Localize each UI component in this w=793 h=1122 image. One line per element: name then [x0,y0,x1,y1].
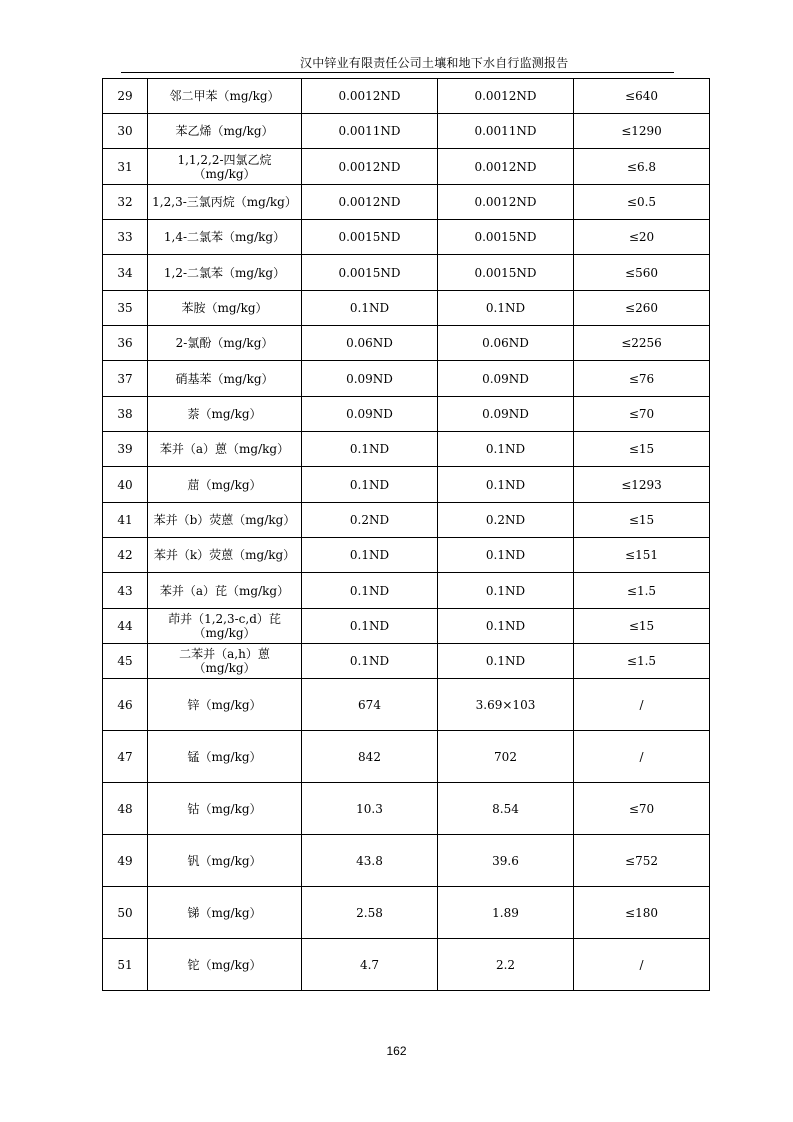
screening-limit: ≤2256 [574,326,710,361]
result-a: 0.1ND [302,573,438,609]
row-number: 47 [103,731,148,783]
analyte-name: 锰（mg/kg） [148,731,302,783]
analyte-name: 苯并（b）荧蒽（mg/kg） [148,503,302,538]
result-b: 0.09ND [438,397,574,432]
table-row [103,255,710,291]
result-a: 0.1ND [302,644,438,679]
analyte-name: 苯乙烯（mg/kg） [148,114,302,149]
result-b: 0.0015ND [438,220,574,255]
result-b: 0.1ND [438,644,574,679]
screening-limit: ≤151 [574,538,710,573]
screening-limit: ≤752 [574,835,710,887]
analyte-name: 钴（mg/kg） [148,783,302,835]
screening-limit: ≤180 [574,887,710,939]
table-row [103,114,710,149]
row-number: 51 [103,939,148,991]
screening-limit: ≤20 [574,220,710,255]
row-number: 39 [103,432,148,467]
result-b: 0.1ND [438,609,574,644]
row-number: 36 [103,326,148,361]
row-number: 37 [103,361,148,397]
analyte-name: 1,4-二氯苯（mg/kg） [148,220,302,255]
table-row [103,679,710,731]
screening-limit: ≤1290 [574,114,710,149]
table-row [103,79,710,114]
result-b: 0.0012ND [438,185,574,220]
analyte-name: 茚并（1,2,3-c,d）芘（mg/kg） [148,609,302,644]
analyte-name: 1,2-二氯苯（mg/kg） [148,255,302,291]
screening-limit: ≤1293 [574,467,710,503]
table-row [103,887,710,939]
analyte-name: 邻二甲苯（mg/kg） [148,79,302,114]
analyte-name: 锑（mg/kg） [148,887,302,939]
result-a: 0.09ND [302,361,438,397]
analyte-name: 钒（mg/kg） [148,835,302,887]
screening-limit: ≤640 [574,79,710,114]
analyte-name: 苯并（a）芘（mg/kg） [148,573,302,609]
table-row [103,503,710,538]
result-b: 0.1ND [438,573,574,609]
row-number: 35 [103,291,148,326]
row-number: 29 [103,79,148,114]
result-a: 0.0015ND [302,255,438,291]
analyte-name: 䓛（mg/kg） [148,467,302,503]
result-a: 842 [302,731,438,783]
analyte-name: 苯胺（mg/kg） [148,291,302,326]
table-row [103,220,710,255]
result-b: 0.0012ND [438,79,574,114]
result-b: 39.6 [438,835,574,887]
result-a: 43.8 [302,835,438,887]
result-a: 0.1ND [302,609,438,644]
result-b: 0.1ND [438,538,574,573]
screening-limit: / [574,939,710,991]
result-b: 0.06ND [438,326,574,361]
table-row [103,644,710,679]
analyte-name: 硝基苯（mg/kg） [148,361,302,397]
result-b: 8.54 [438,783,574,835]
row-number: 41 [103,503,148,538]
monitoring-results-table [102,78,710,991]
screening-limit: ≤76 [574,361,710,397]
result-a: 0.0012ND [302,185,438,220]
analyte-name: 铊（mg/kg） [148,939,302,991]
analyte-name: 苯并（k）荧蒽（mg/kg） [148,538,302,573]
table-row [103,326,710,361]
screening-limit: ≤70 [574,397,710,432]
screening-limit: ≤15 [574,432,710,467]
screening-limit: / [574,679,710,731]
row-number: 49 [103,835,148,887]
result-a: 0.2ND [302,503,438,538]
analyte-name: 苯并（a）蒽（mg/kg） [148,432,302,467]
screening-limit: ≤15 [574,609,710,644]
result-b: 0.0015ND [438,255,574,291]
row-number: 38 [103,397,148,432]
screening-limit: ≤560 [574,255,710,291]
result-a: 0.0012ND [302,149,438,185]
result-b: 0.2ND [438,503,574,538]
result-b: 0.1ND [438,467,574,503]
table-row [103,835,710,887]
row-number: 50 [103,887,148,939]
result-b: 0.09ND [438,361,574,397]
result-b: 0.1ND [438,432,574,467]
result-a: 4.7 [302,939,438,991]
screening-limit: ≤0.5 [574,185,710,220]
analyte-name: 1,2,3-三氯丙烷（mg/kg） [148,185,302,220]
table-row [103,432,710,467]
screening-limit: ≤15 [574,503,710,538]
screening-limit: ≤6.8 [574,149,710,185]
row-number: 48 [103,783,148,835]
table-row [103,291,710,326]
row-number: 32 [103,185,148,220]
result-a: 674 [302,679,438,731]
table-row [103,361,710,397]
header-divider [121,72,674,73]
table-row [103,397,710,432]
result-b: 0.1ND [438,291,574,326]
analyte-name: 二苯并（a,h）蒽（mg/kg） [148,644,302,679]
result-a: 0.1ND [302,538,438,573]
row-number: 46 [103,679,148,731]
screening-limit: ≤1.5 [574,644,710,679]
analyte-name: 萘（mg/kg） [148,397,302,432]
row-number: 34 [103,255,148,291]
table-row [103,609,710,644]
table-row [103,467,710,503]
result-b: 1.89 [438,887,574,939]
table-body [103,79,710,991]
result-a: 0.1ND [302,467,438,503]
result-a: 0.0012ND [302,79,438,114]
result-b: 3.69×103 [438,679,574,731]
result-a: 0.06ND [302,326,438,361]
result-a: 2.58 [302,887,438,939]
row-number: 45 [103,644,148,679]
result-a: 0.0015ND [302,220,438,255]
result-b: 2.2 [438,939,574,991]
screening-limit: ≤70 [574,783,710,835]
table-row [103,185,710,220]
result-a: 0.1ND [302,432,438,467]
analyte-name: 2-氯酚（mg/kg） [148,326,302,361]
row-number: 33 [103,220,148,255]
row-number: 42 [103,538,148,573]
table-row [103,149,710,185]
screening-limit: / [574,731,710,783]
screening-limit: ≤260 [574,291,710,326]
table-row [103,939,710,991]
result-b: 702 [438,731,574,783]
table-row [103,538,710,573]
result-a: 0.09ND [302,397,438,432]
row-number: 31 [103,149,148,185]
row-number: 44 [103,609,148,644]
result-a: 0.0011ND [302,114,438,149]
table-row [103,731,710,783]
row-number: 43 [103,573,148,609]
result-b: 0.0012ND [438,149,574,185]
analyte-name: 1,1,2,2-四氯乙烷（mg/kg） [148,149,302,185]
row-number: 30 [103,114,148,149]
table-row [103,783,710,835]
result-b: 0.0011ND [438,114,574,149]
row-number: 40 [103,467,148,503]
table-row [103,573,710,609]
analyte-name: 锌（mg/kg） [148,679,302,731]
result-a: 0.1ND [302,291,438,326]
document-header-title: 汉中锌业有限责任公司土壤和地下水自行监测报告 [300,56,569,70]
screening-limit: ≤1.5 [574,573,710,609]
page-number: 162 [386,1044,407,1058]
result-a: 10.3 [302,783,438,835]
